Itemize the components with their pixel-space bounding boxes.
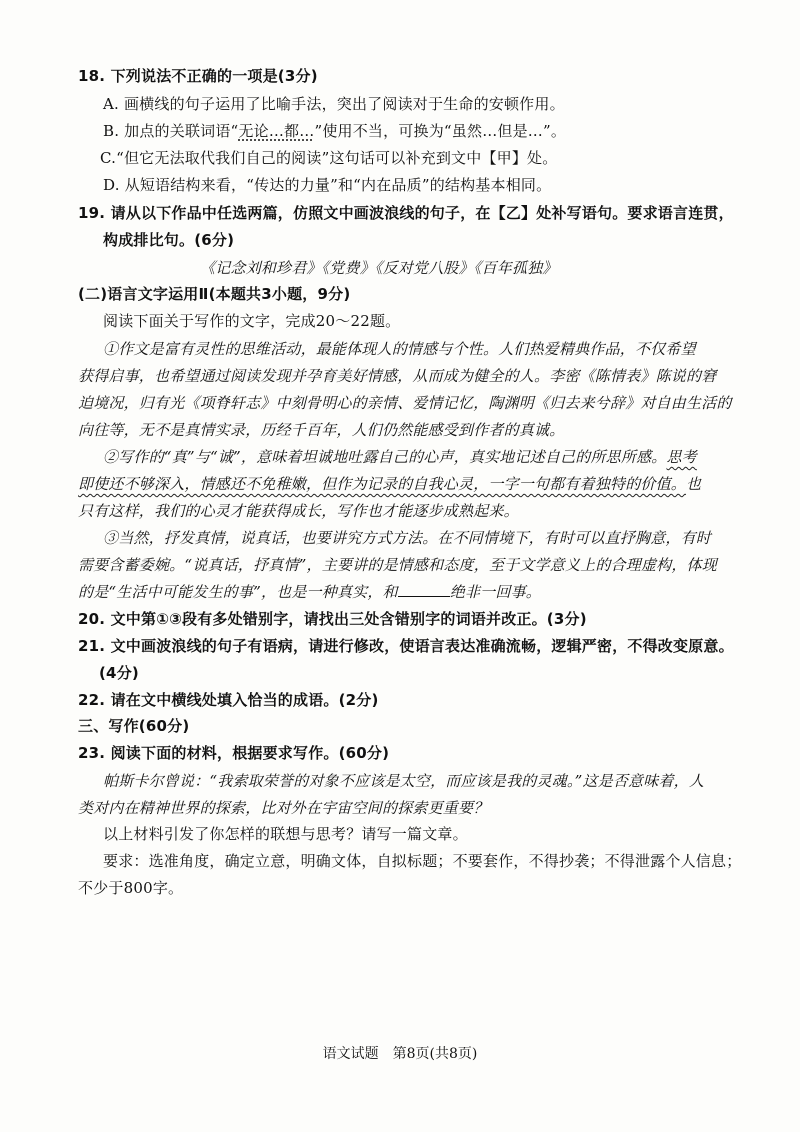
q22-stem: 22. 请在文中横线处填入恰当的成语。(2分) <box>78 691 379 709</box>
q18-b-post: ”使用不当，可换为“虽然…但是…”。 <box>314 122 567 140</box>
passage-p2-line3: 只有这样，我们的心灵才能获得成长，写作也才能逐步成熟起来。 <box>78 502 519 520</box>
section3-title: 三、写作(60分) <box>78 717 190 735</box>
section2-title: (二)语言文字运用Ⅱ(本题共3小题，9分) <box>78 285 351 303</box>
p3-line3-tail: 绝非一回事。 <box>449 583 541 601</box>
passage-p1-line4: 向往等，无不是真情实录，历经千百年，人们仍然能感受到作者的真诚。 <box>78 421 565 439</box>
material-line2: 类对内在精神世界的探索，比对外在宇宙空间的探索更重要？ <box>78 799 489 817</box>
page-footer: 语文试题 第8页(共8页) <box>322 1046 478 1062</box>
passage-p3-line3 <box>78 582 541 602</box>
q18-option-b <box>103 121 566 141</box>
q18-b-dotted-word: 无论…都… <box>238 122 315 140</box>
passage-p1-line1: ①作文是富有灵性的思维活动，最能体现人的情感与个性。人们热爱精典作品，不仅希望 <box>103 340 696 358</box>
section2-intro: 阅读下面关于写作的文字，完成20～22题。 <box>103 312 401 330</box>
fill-in-blank <box>398 582 450 597</box>
passage-p1-line2: 获得启事，也希望通过阅读发现并孕育美好情感，从而成为健全的人。李密《陈情表》陈说的窘 <box>78 367 717 385</box>
p2-line2-tail: 也 <box>686 475 702 493</box>
q19-stem-line2: 构成排比句。(6分) <box>103 231 235 249</box>
p2-wavy-sentence: 即使还不够深入，情感还不免稚嫩，但作为记录的自我心灵，一字一句都有着独特的价值。 <box>78 475 687 493</box>
q18-option-a: A. 画横线的句子运用了比喻手法，突出了阅读对于生命的安顿作用。 <box>103 95 565 113</box>
q21-stem-line1: 21. 文中画波浪线的句子有语病，请进行修改，使语言表达准确流畅，逻辑严密，不得改变原意。 <box>78 637 734 655</box>
q21-stem-line2: (4分) <box>99 664 139 682</box>
p2-wavy-start: 思考 <box>666 448 697 466</box>
q20-stem: 20. 文中第①③段有多处错别字，请找出三处含错别字的词语并改正。(3分) <box>78 610 587 628</box>
requirements-line1: 要求：选准角度，确定立意，明确文体，自拟标题；不要套作，不得抄袭；不得泄露个人信息； <box>103 852 742 870</box>
q18-stem: 18. 下列说法不正确的一项是(3分) <box>78 67 318 85</box>
material-prompt: 以上材料引发了你怎样的联想与思考？请写一篇文章。 <box>103 825 468 843</box>
q23-stem: 23. 阅读下面的材料，根据要求写作。(60分) <box>78 744 390 762</box>
passage-p2-line2 <box>78 474 701 494</box>
q18-b-pre: B. 加点的关联词语“ <box>103 122 239 140</box>
passage-p3-line2: 需要含蓄委婉。“说真话，抒真情”，主要讲的是情感和态度，至于文学意义上的合理虚构，体现 <box>78 556 717 574</box>
p3-line3-text: 的是“生活中可能发生的事”，也是一种真实，和 <box>78 583 398 601</box>
q19-works-list: 《记念刘和珍君》《党费》《反对党八股》《百年孤独》 <box>200 259 558 277</box>
material-line1: 帕斯卡尔曾说：“我索取荣誉的对象不应该是太空，而应该是我的灵魂。”这是否意味着，人 <box>103 772 705 790</box>
passage-p2-line1 <box>103 447 697 467</box>
q19-stem-line1: 19. 请从以下作品中任选两篇，仿照文中画波浪线的句子，在【乙】处补写语句。要求语言连贯， <box>78 204 734 222</box>
q18-option-d: D. 从短语结构来看，“传达的力量”和“内在品质”的结构基本相同。 <box>103 176 552 194</box>
requirements-line2: 不少于800字。 <box>78 879 184 897</box>
p2-line1-text: ②写作的“真”与“诚”，意味着坦诚地吐露自己的心声，真实地记述自己的所思所感。 <box>103 448 667 466</box>
passage-p3-line1: ③当然，抒发真情，说真话，也要讲究方式方法。在不同情境下，有时可以直抒胸意，有时 <box>103 529 712 547</box>
passage-p1-line3: 迫境况，归有光《项脊轩志》中刻骨明心的亲情、爱情记忆，陶渊明《归去来兮辞》对自由生活的 <box>78 394 732 412</box>
q18-option-c: C.“但它无法取代我们自己的阅读”这句话可以补充到文中【甲】处。 <box>100 149 558 167</box>
